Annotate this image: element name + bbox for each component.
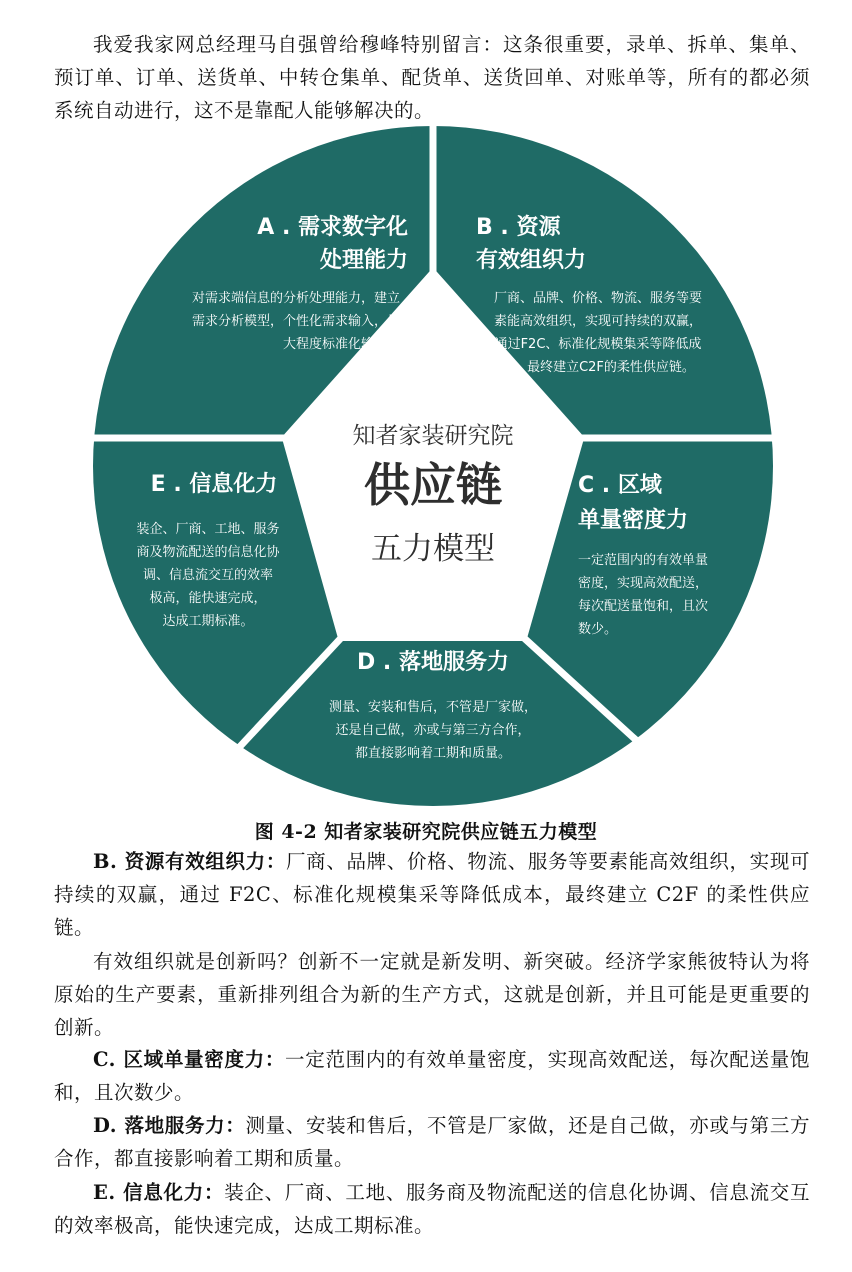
segment-e-title: E . 信息化力 (150, 472, 278, 497)
segment-c-desc-line: 密度，实现高效配送， (578, 576, 709, 591)
segment-a-desc-line: 大程度标准化输出。 (282, 337, 400, 352)
five-force-model-figure (88, 126, 778, 806)
figure-caption: 图 4-2 知者家装研究院供应链五力模型 (254, 821, 598, 843)
segment-e-desc-line: 达成工期标准。 (162, 614, 254, 629)
segment-b-subtitle: 有效组织力 (476, 248, 587, 273)
segment-b-title: B . 资源 (476, 215, 561, 240)
segment-a-title: A . 需求数字化 (257, 215, 408, 240)
segment-d-desc (329, 699, 537, 761)
paragraph-c-text: 一定范围内的有效单量密度，实现高效配送，每次配送量饱和，且次数少。 (54, 1048, 810, 1104)
segment-b-desc-line: 厂商、品牌、价格、物流、服务等要 (493, 291, 703, 306)
paragraph-e-label: E. 信息化力： (93, 1181, 225, 1204)
paragraph-d (54, 1109, 810, 1175)
segment-e-desc-line: 极高，能快速完成， (149, 591, 267, 606)
segment-d-desc-line: 测量、安装和售后，不管是厂家做， (328, 700, 538, 715)
segment-c-desc-line: 数少。 (578, 622, 618, 637)
center-subtitle: 五力模型 (371, 531, 495, 567)
paragraph-d-label: D. 落地服务力： (93, 1114, 246, 1137)
segment-b-desc-line: 本，最终建立C2F的柔性供应链。 (501, 360, 695, 375)
segment-a-subtitle: 处理能力 (319, 248, 408, 273)
center-main-title: 供应链 (364, 458, 502, 512)
segment-d-desc-line: 都直接影响着工期和质量。 (354, 746, 512, 761)
paragraph-b-label: B. 资源有效组织力： (93, 850, 286, 873)
paragraph-b (54, 845, 810, 944)
paragraph-b-text: 厂商、品牌、价格、物流、服务等要素能高效组织，实现可持续的双赢，通过 F2C、标准化规模集采等降低成本，最终建立 C2F 的柔性供应链。 (54, 850, 810, 939)
segment-c-desc-line: 一定范围内的有效单量 (578, 553, 709, 568)
segment-a-desc-line: 对需求端信息的分析处理能力，建立 (191, 291, 400, 306)
segment-c-subtitle: 单量密度力 (578, 508, 689, 533)
five-force-diagram (88, 126, 778, 806)
paragraph-e-text: 装企、厂商、工地、服务商及物流配送的信息化协调、信息流交互的效率极高，能快速完成，达成工期标准。 (54, 1181, 810, 1237)
paragraph-c (54, 1043, 810, 1109)
paragraph-innovation: 有效组织就是创新吗？创新不一定就是新发明、新突破。经济学家熊彼特认为将原始的生产要素，重新排列组合为新的生产方式，这就是创新，并且可能是更重要的创新。 (54, 950, 810, 1039)
segment-e-desc-line: 装企、厂商、工地、服务 (136, 522, 280, 537)
paragraph-c-label: C. 区域单量密度力： (93, 1048, 286, 1071)
segment-a-desc-line: 需求分析模型，个性化需求输入，最 (191, 314, 400, 329)
segment-c-desc-line: 每次配送量饱和，且次 (578, 599, 709, 614)
paragraph-e (54, 1176, 810, 1242)
center-org-name: 知者家装研究院 (352, 423, 514, 449)
segment-e-desc-line: 商及物流配送的信息化协 (136, 545, 280, 560)
segment-b-desc-line: 通过F2C、标准化规模集采等降低成 (494, 337, 702, 352)
paragraph-d-text: 测量、安装和售后，不管是厂家做，还是自己做，亦或与第三方合作，都直接影响着工期和质量。 (54, 1114, 810, 1170)
segment-d-desc-line: 还是自己做，亦或与第三方合作， (335, 723, 531, 738)
intro-paragraph: 我爱我家网总经理马自强曾给穆峰特别留言：这条很重要，录单、拆单、集单、预订单、订单、送货单、中转仓集单、配货单、送货回单、对账单等，所有的都必须系统自动进行，这不是靠配人能够解决的。 (54, 33, 810, 122)
segment-d-title: D . 落地服务力 (357, 650, 509, 675)
segment-e-desc-line: 调、信息流交互的效率 (142, 568, 274, 583)
segment-b-desc-line: 素能高效组织，实现可持续的双赢， (493, 314, 703, 329)
segment-c-title: C . 区域 (578, 473, 662, 498)
